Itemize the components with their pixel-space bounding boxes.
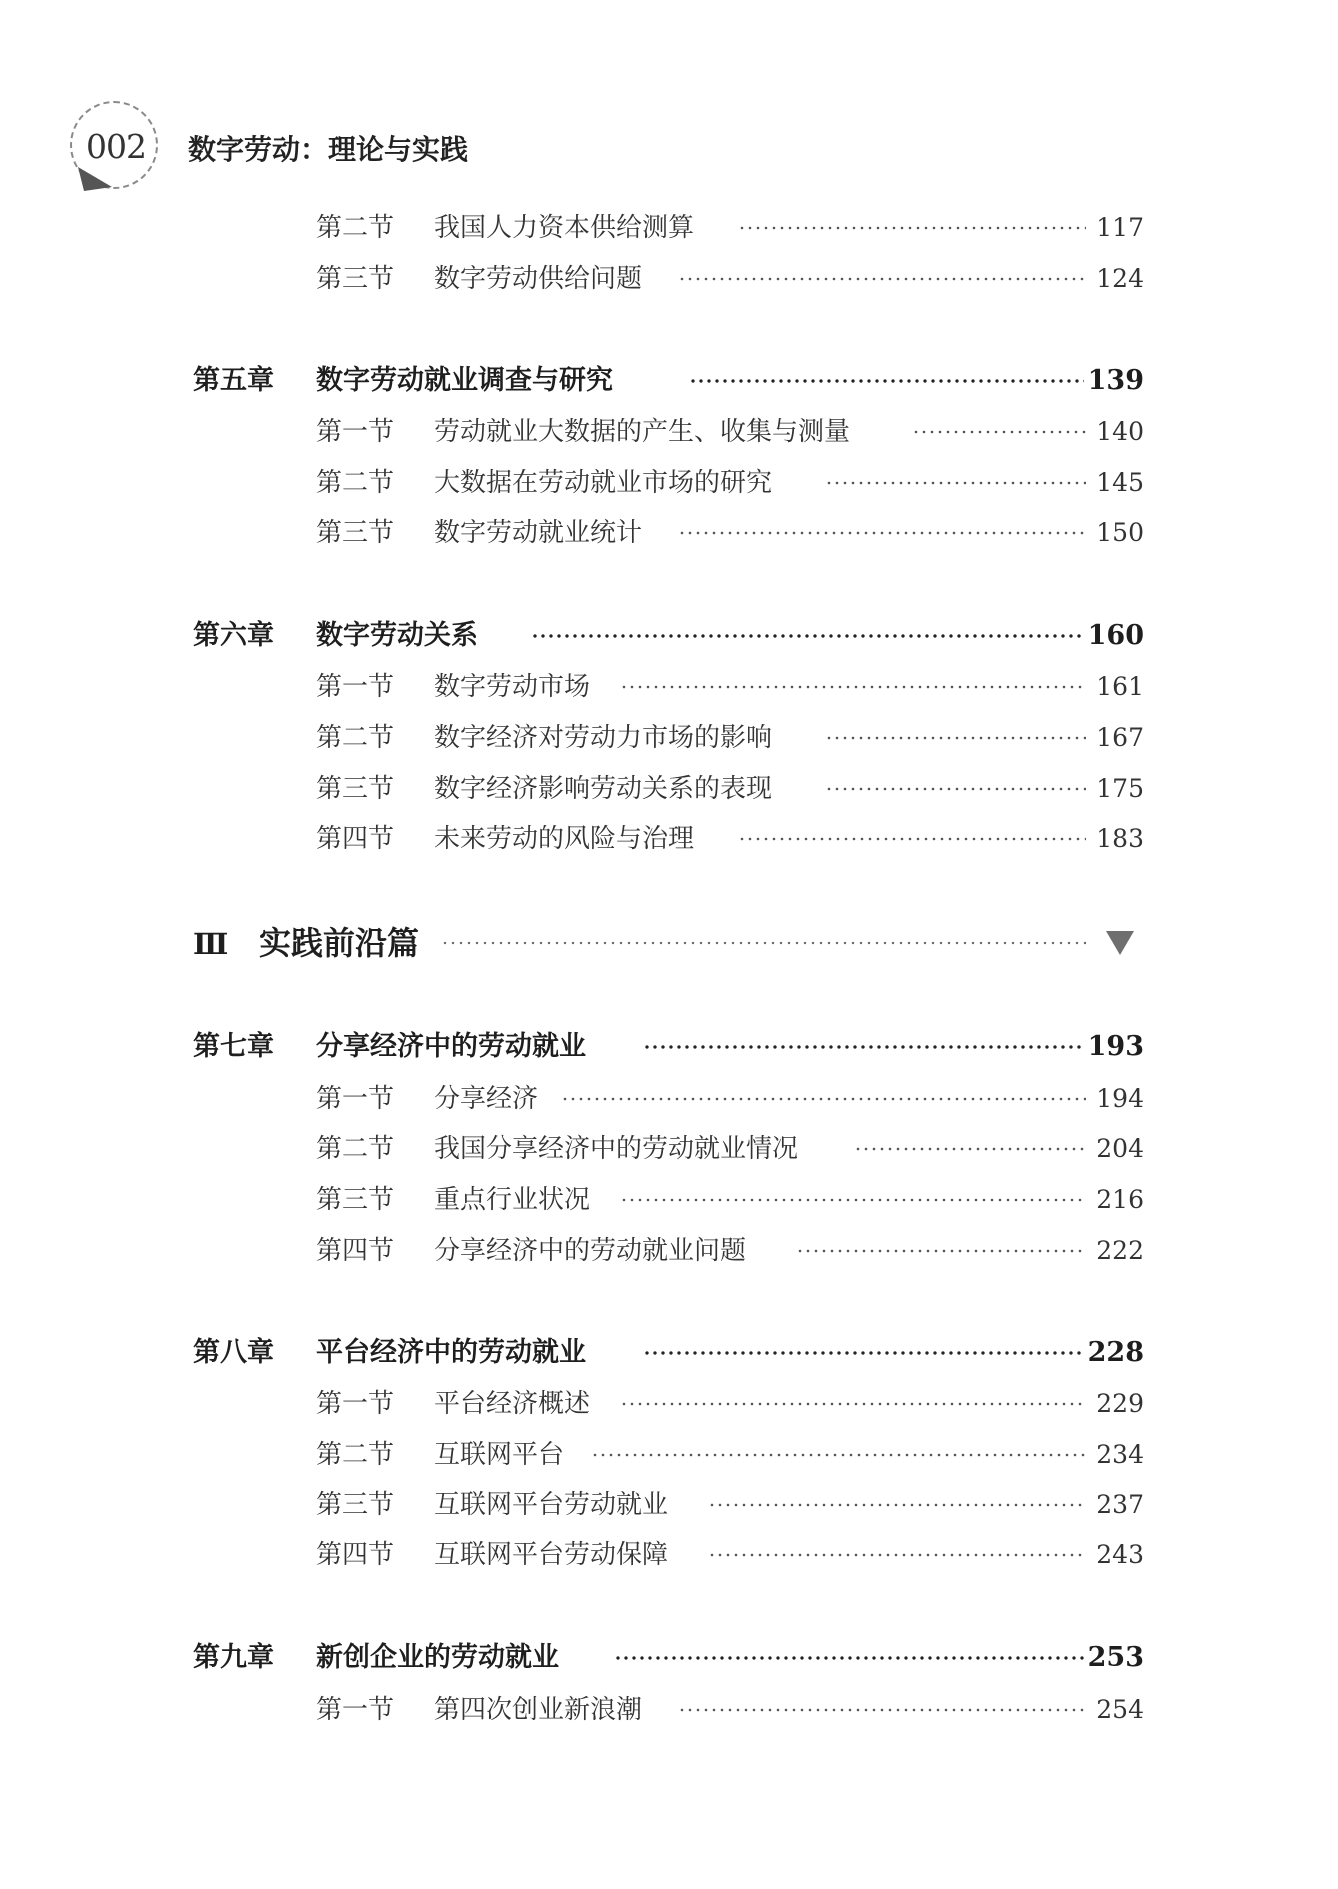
page-ref: 193	[1087, 1031, 1144, 1062]
toc-section-row[interactable]	[316, 204, 1144, 252]
section-number: 第二节	[316, 723, 395, 753]
chapter-title: 新创企业的劳动就业	[316, 1642, 559, 1673]
dot-leader	[825, 736, 1086, 740]
toc-section-row[interactable]	[316, 714, 1144, 762]
dot-leader	[854, 1147, 1086, 1151]
toc-section-row[interactable]	[316, 255, 1144, 303]
toc-section-row[interactable]	[316, 1227, 1144, 1275]
dot-leader	[643, 1351, 1084, 1355]
page-ref: 175	[1096, 774, 1144, 803]
page-ref: 253	[1087, 1642, 1144, 1673]
toc-section-row[interactable]	[316, 408, 1144, 456]
toc-section-row[interactable]	[316, 1686, 1144, 1734]
section-title: 未来劳动的风险与治理	[434, 824, 695, 854]
page-ref: 243	[1096, 1540, 1144, 1569]
dot-leader	[796, 1249, 1086, 1253]
section-title: 平台经济概述	[434, 1389, 591, 1419]
section-title: 我国人力资本供给测算	[434, 213, 695, 243]
section-title: 大数据在劳动就业市场的研究	[434, 468, 773, 498]
chapter-title: 数字劳动关系	[316, 620, 478, 651]
section-title: 分享经济中的劳动就业问题	[434, 1236, 747, 1266]
toc-section-row[interactable]	[316, 1176, 1144, 1224]
section-title: 数字经济对劳动力市场的影响	[434, 723, 773, 753]
dot-leader	[614, 1656, 1084, 1660]
section-title: 互联网平台劳动就业	[434, 1490, 669, 1520]
page-ref: 160	[1087, 620, 1144, 651]
section-title: 数字劳动市场	[434, 672, 591, 702]
toc-chapter-row[interactable]	[193, 1023, 1144, 1071]
chapter-number: 第六章	[193, 620, 274, 651]
section-number: 第三节	[316, 774, 395, 804]
toc-section-row[interactable]	[316, 1380, 1144, 1428]
toc-section-row[interactable]	[316, 765, 1144, 813]
section-title: 重点行业状况	[434, 1185, 591, 1215]
toc-section-row[interactable]	[316, 459, 1144, 507]
toc-chapter-row[interactable]	[193, 1634, 1144, 1682]
toc-section-row[interactable]	[316, 1431, 1144, 1479]
toc-section-row[interactable]	[316, 815, 1144, 863]
chapter-number: 第七章	[193, 1031, 274, 1062]
section-title: 第四次创业新浪潮	[434, 1695, 643, 1725]
toc-chapter-row[interactable]	[193, 612, 1144, 660]
dot-leader	[561, 1097, 1086, 1101]
dot-leader	[620, 685, 1086, 689]
section-title: 互联网平台劳动保障	[434, 1540, 669, 1570]
chapter-title: 平台经济中的劳动就业	[316, 1337, 586, 1368]
toc-section-row[interactable]	[316, 1481, 1144, 1529]
page-ref: 204	[1096, 1134, 1144, 1163]
chapter-number: 第八章	[193, 1337, 274, 1368]
page-ref: 216	[1096, 1185, 1144, 1214]
page-ref: 167	[1096, 723, 1144, 752]
section-number: 第一节	[316, 1389, 395, 1419]
section-title: 数字劳动就业统计	[434, 518, 643, 548]
toc-chapter-row[interactable]	[193, 357, 1144, 405]
section-title: 劳动就业大数据的产生、收集与测量	[434, 417, 851, 447]
page-ref: 140	[1096, 417, 1144, 446]
section-number: 第三节	[316, 518, 395, 548]
book-title: 数字劳动：理论与实践	[188, 133, 469, 166]
dot-leader	[825, 481, 1086, 485]
dot-leader	[531, 634, 1084, 638]
section-number: 第一节	[316, 1695, 395, 1725]
dot-leader	[708, 1503, 1086, 1507]
page-number: 002	[86, 127, 146, 166]
page-ref: 150	[1096, 518, 1144, 547]
page-ref: 228	[1087, 1337, 1144, 1368]
toc-section-row[interactable]	[316, 1125, 1144, 1173]
section-number: 第一节	[316, 1084, 395, 1114]
page-ref: 194	[1096, 1084, 1144, 1113]
page-ref: 229	[1096, 1389, 1144, 1418]
part-number: Ⅲ	[193, 927, 229, 961]
dot-leader	[678, 277, 1086, 281]
page-ref: 124	[1096, 264, 1144, 293]
section-number: 第二节	[316, 1134, 395, 1164]
page-ref: 117	[1096, 213, 1144, 242]
page-ref: 234	[1096, 1440, 1144, 1469]
chapter-title: 数字劳动就业调查与研究	[316, 365, 613, 396]
section-title: 互联网平台	[434, 1440, 565, 1470]
dot-leader	[708, 1553, 1086, 1557]
section-number: 第三节	[316, 264, 395, 294]
chapter-number: 第九章	[193, 1642, 274, 1673]
section-number: 第二节	[316, 1440, 395, 1470]
dot-leader	[738, 837, 1086, 841]
dot-leader	[441, 941, 1086, 945]
toc-part-row[interactable]	[193, 915, 1144, 971]
dot-leader	[591, 1453, 1086, 1457]
triangle-down-icon	[1106, 931, 1134, 955]
dot-leader	[738, 226, 1086, 230]
page-ref: 237	[1096, 1490, 1144, 1519]
chapter-title: 分享经济中的劳动就业	[316, 1031, 586, 1062]
chapter-number: 第五章	[193, 365, 274, 396]
page-ref: 145	[1096, 468, 1144, 497]
section-title: 数字经济影响劳动关系的表现	[434, 774, 773, 804]
dot-leader	[689, 379, 1084, 383]
page-ref: 254	[1096, 1695, 1144, 1724]
section-number: 第一节	[316, 672, 395, 702]
dot-leader	[825, 787, 1086, 791]
section-number: 第四节	[316, 1540, 395, 1570]
section-number: 第四节	[316, 824, 395, 854]
section-number: 第四节	[316, 1236, 395, 1266]
toc-section-row[interactable]	[316, 509, 1144, 557]
section-number: 第三节	[316, 1490, 395, 1520]
section-number: 第二节	[316, 213, 395, 243]
dot-leader	[912, 430, 1086, 434]
toc-section-row[interactable]	[316, 1075, 1144, 1123]
section-number: 第二节	[316, 468, 395, 498]
toc-section-row[interactable]	[316, 663, 1144, 711]
section-title: 数字劳动供给问题	[434, 264, 643, 294]
page-ref: 222	[1096, 1236, 1144, 1265]
section-title: 我国分享经济中的劳动就业情况	[434, 1134, 799, 1164]
dot-leader	[620, 1402, 1086, 1406]
toc-section-row[interactable]	[316, 1531, 1144, 1579]
toc-chapter-row[interactable]	[193, 1329, 1144, 1377]
page-header	[0, 0, 1338, 200]
page-ref: 183	[1096, 824, 1144, 853]
section-title: 分享经济	[434, 1084, 539, 1114]
page-ref: 161	[1096, 672, 1144, 701]
dot-leader	[678, 531, 1086, 535]
dot-leader	[678, 1708, 1086, 1712]
dot-leader	[620, 1198, 1086, 1202]
dot-leader	[643, 1045, 1084, 1049]
section-number: 第三节	[316, 1185, 395, 1215]
section-number: 第一节	[316, 417, 395, 447]
badge-pointer-icon	[78, 167, 112, 191]
page-ref: 139	[1087, 365, 1144, 396]
part-title: 实践前沿篇	[259, 924, 420, 962]
